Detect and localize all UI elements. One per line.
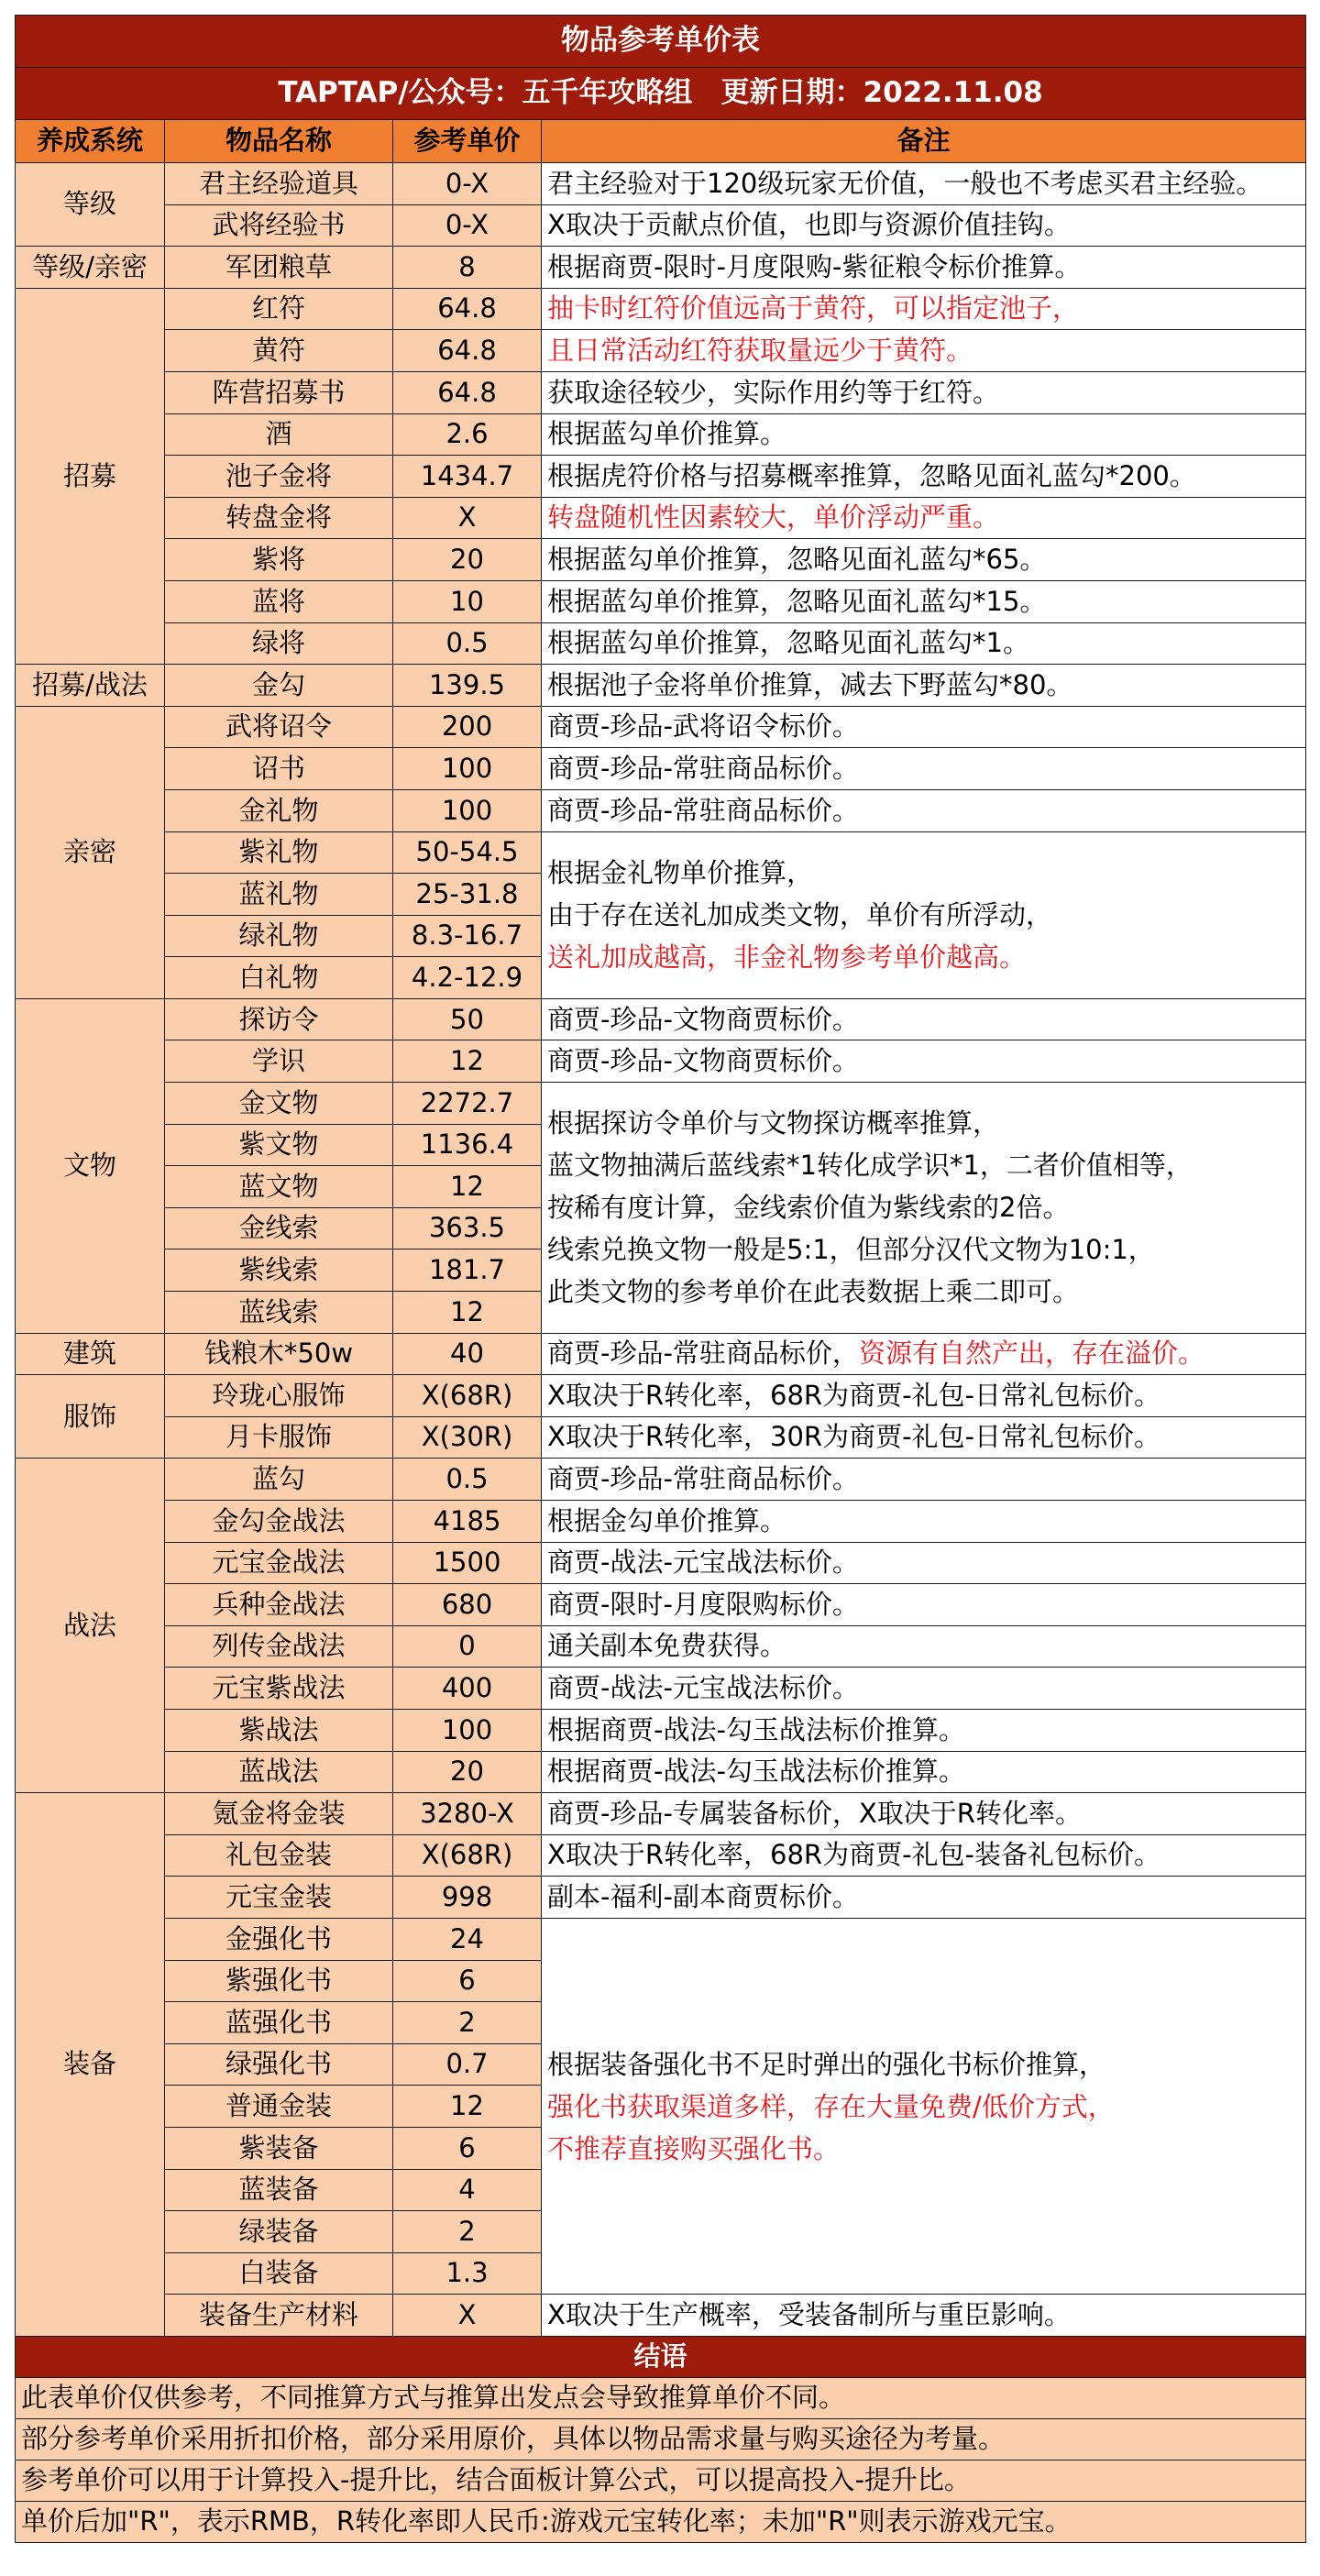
- table-row: [16, 1709, 1306, 1751]
- table-row: [16, 456, 1306, 498]
- conclusion-line: 部分参考单价采用折扣价格，部分采用原价，具体以物品需求量与购买途径为考量。: [16, 2418, 1306, 2460]
- note-text: 根据商贾-战法-勾玉战法标价推算。: [547, 1713, 965, 1745]
- item-name: 玲珑心服饰: [165, 1375, 393, 1417]
- note-cell: [542, 288, 1306, 330]
- table-row: [16, 706, 1306, 748]
- item-name: 元宝金装: [165, 1877, 393, 1919]
- unit-price: 400: [393, 1668, 542, 1710]
- item-name: 武将诏令: [165, 706, 393, 748]
- table-row: [16, 1333, 1306, 1375]
- table-row: [16, 2295, 1306, 2337]
- unit-price: 1434.7: [393, 456, 542, 498]
- table-row: [16, 1918, 1306, 1960]
- note-cell: [542, 163, 1306, 205]
- item-name: 蓝装备: [165, 2169, 393, 2211]
- system-cell: 招募/战法: [16, 665, 165, 707]
- item-name: 红符: [165, 288, 393, 330]
- unit-price: 6: [393, 1960, 542, 2002]
- table-row: [16, 1375, 1306, 1417]
- item-name: 阵营招募书: [165, 371, 393, 413]
- system-cell: 装备: [16, 1793, 165, 2337]
- item-name: 金强化书: [165, 1918, 393, 1960]
- table-row: [16, 622, 1306, 665]
- item-name: 池子金将: [165, 456, 393, 498]
- system-cell: 等级/亲密: [16, 247, 165, 289]
- table-row: [16, 1584, 1306, 1626]
- unit-price: 8: [393, 247, 542, 289]
- item-name: 装备生产材料: [165, 2295, 393, 2337]
- unit-price: 680: [393, 1584, 542, 1626]
- table-row: [16, 163, 1306, 205]
- table-row: [16, 204, 1306, 247]
- item-name: 金线索: [165, 1207, 393, 1249]
- item-name: 紫文物: [165, 1124, 393, 1166]
- note-cell: [542, 247, 1306, 289]
- item-name: 黄符: [165, 330, 393, 372]
- unit-price: 64.8: [393, 371, 542, 413]
- item-name: 列传金战法: [165, 1625, 393, 1668]
- conclusion-line: 此表单价仅供参考，不同推算方式与推算出发点会导致推算单价不同。: [16, 2377, 1306, 2418]
- unit-price: 2: [393, 2002, 542, 2044]
- price-table: [15, 15, 1306, 2543]
- table-row: [16, 1501, 1306, 1543]
- unit-price: 10: [393, 580, 542, 622]
- unit-price: X: [393, 2295, 542, 2337]
- item-name: 紫将: [165, 539, 393, 581]
- item-name: 武将经验书: [165, 204, 393, 247]
- note-text: X取决于生产概率，受装备制所与重臣影响。: [547, 2298, 1071, 2330]
- note-cell: [542, 1501, 1306, 1543]
- unit-price: 12: [393, 1166, 542, 1208]
- note-text: 商贾-战法-元宝战法标价。: [547, 1672, 859, 1703]
- note-cell: [542, 1834, 1306, 1877]
- item-name: 诏书: [165, 748, 393, 790]
- note-text: 抽卡时红符价值远高于黄符，可以指定池子，: [547, 292, 1080, 325]
- item-name: 绿礼物: [165, 915, 393, 957]
- note-cell: [542, 1542, 1306, 1584]
- note-text: X取决于R转化率，68R为商贾-礼包-装备礼包标价。: [547, 1839, 1160, 1871]
- price-reference-sheet: [15, 15, 1305, 2543]
- unit-price: 50: [393, 998, 542, 1040]
- unit-price: 40: [393, 1333, 542, 1375]
- note-text: 君主经验对于120级玩家无价值，一般也不考虑买君主经验。: [547, 167, 1263, 199]
- item-name: 普通金装: [165, 2086, 393, 2128]
- note-text: 商贾-珍品-武将诏令标价。: [547, 710, 859, 743]
- item-name: 元宝紫战法: [165, 1668, 393, 1710]
- table-row: [16, 1751, 1306, 1793]
- unit-price: 8.3-16.7: [393, 915, 542, 957]
- unit-price: 200: [393, 706, 542, 748]
- note-text: 根据蓝勾单价推算，忽略见面礼蓝勾*65。: [547, 543, 1047, 575]
- item-name: 礼包金装: [165, 1834, 393, 1877]
- unit-price: 0-X: [393, 163, 542, 205]
- item-name: 蓝文物: [165, 1166, 393, 1208]
- unit-price: 0-X: [393, 204, 542, 247]
- note-cell: [542, 371, 1306, 413]
- unit-price: 3280-X: [393, 1793, 542, 1835]
- note-cell: [542, 1333, 1306, 1375]
- unit-price: 100: [393, 1709, 542, 1751]
- item-name: 君主经验道具: [165, 163, 393, 205]
- note-cell: [542, 330, 1306, 372]
- note-text: 且日常活动红符获取量远少于黄符。: [547, 335, 974, 366]
- unit-price: 4.2-12.9: [393, 957, 542, 999]
- item-name: 酒: [165, 413, 393, 456]
- note-line: 根据探访令单价与文物探访概率推算，: [547, 1107, 1000, 1139]
- item-name: 钱粮木*50w: [165, 1333, 393, 1375]
- note-cell: [542, 789, 1306, 831]
- unit-price: 0.5: [393, 1459, 542, 1501]
- note-text-highlight: 资源有自然产出，存在溢价。: [858, 1338, 1204, 1370]
- note-line-highlight: 送礼加成越高，非金礼物参考单价越高。: [547, 941, 1027, 974]
- col-header-note: 备注: [542, 120, 1306, 163]
- conclusion-heading: 结语: [16, 2336, 1306, 2377]
- unit-price: X(68R): [393, 1375, 542, 1417]
- table-row: [16, 1834, 1306, 1877]
- table-row: [16, 665, 1306, 707]
- note-cell: [542, 1709, 1306, 1751]
- unit-price: 4: [393, 2169, 542, 2211]
- item-name: 学识: [165, 1040, 393, 1083]
- note-text: 根据蓝勾单价推算，忽略见面礼蓝勾*15。: [547, 585, 1047, 617]
- conclusion-line: 单价后加"R"，表示RMB，R转化率即人民币:游戏元宝转化率；未加"R"则表示游戏元宝。: [16, 2501, 1306, 2542]
- unit-price: 20: [393, 539, 542, 581]
- note-text: 商贾-珍品-专属装备标价，X取决于R转化率。: [547, 1797, 1082, 1829]
- table-row: [16, 1542, 1306, 1584]
- system-cell: 文物: [16, 998, 165, 1333]
- item-name: 绿强化书: [165, 2043, 393, 2086]
- note-cell: [542, 665, 1306, 707]
- note-text: 商贾-珍品-常驻商品标价。: [547, 752, 859, 784]
- item-name: 兵种金战法: [165, 1584, 393, 1626]
- item-name: 元宝金战法: [165, 1542, 393, 1584]
- table-row: [16, 1083, 1306, 1125]
- system-cell: 亲密: [16, 706, 165, 998]
- note-cell: [542, 1625, 1306, 1668]
- merged-note: [542, 1918, 1306, 2294]
- note-line-highlight: 强化书获取渠道多样，存在大量免费/低价方式，: [547, 2090, 1115, 2122]
- note-cell: [542, 622, 1306, 665]
- table-row: [16, 580, 1306, 622]
- table-row: [16, 998, 1306, 1040]
- unit-price: X(30R): [393, 1416, 542, 1459]
- note-text: 商贾-珍品-常驻商品标价。: [547, 794, 859, 826]
- unit-price: 363.5: [393, 1207, 542, 1249]
- unit-price: 0.7: [393, 2043, 542, 2086]
- system-cell: 战法: [16, 1459, 165, 1793]
- note-cell: [542, 497, 1306, 539]
- note-text: X取决于R转化率，30R为商贾-礼包-日常礼包标价。: [547, 1421, 1160, 1453]
- unit-price: 100: [393, 789, 542, 831]
- table-body: [16, 163, 1306, 2337]
- note-cell: [542, 1459, 1306, 1501]
- note-line: 由于存在送礼加成类文物，单价有所浮动，: [547, 899, 1053, 931]
- table-row: [16, 748, 1306, 790]
- note-text: 获取途径较少，实际作用约等于红符。: [547, 376, 1000, 408]
- item-name: 金文物: [165, 1083, 393, 1125]
- item-name: 绿装备: [165, 2211, 393, 2253]
- note-cell: [542, 1668, 1306, 1710]
- unit-price: 2.6: [393, 413, 542, 456]
- note-cell: [542, 539, 1306, 581]
- table-row: [16, 330, 1306, 372]
- sheet-subtitle: TAPTAP/公众号：五千年攻略组 更新日期：2022.11.08: [16, 68, 1306, 120]
- note-text: 商贾-珍品-文物商贾标价。: [547, 1003, 859, 1035]
- unit-price: 2: [393, 2211, 542, 2253]
- table-row: [16, 1040, 1306, 1083]
- note-cell: [542, 1877, 1306, 1919]
- item-name: 氪金将金装: [165, 1793, 393, 1835]
- table-row: [16, 1625, 1306, 1668]
- item-name: 白装备: [165, 2252, 393, 2295]
- unit-price: 0: [393, 1625, 542, 1668]
- item-name: 蓝将: [165, 580, 393, 622]
- system-cell: 建筑: [16, 1333, 165, 1375]
- unit-price: 100: [393, 748, 542, 790]
- note-text: 根据蓝勾单价推算，忽略见面礼蓝勾*1。: [547, 627, 1029, 659]
- table-row: [16, 497, 1306, 539]
- note-cell: [542, 998, 1306, 1040]
- table-row: [16, 1668, 1306, 1710]
- unit-price: 1.3: [393, 2252, 542, 2295]
- item-name: 蓝线索: [165, 1292, 393, 1334]
- unit-price: 64.8: [393, 288, 542, 330]
- note-cell: [542, 706, 1306, 748]
- table-row: [16, 1793, 1306, 1835]
- unit-price: 998: [393, 1877, 542, 1919]
- col-header-item: 物品名称: [165, 120, 393, 163]
- note-text: 商贾-珍品-文物商贾标价。: [547, 1045, 859, 1077]
- unit-price: 50-54.5: [393, 831, 542, 874]
- table-row: [16, 789, 1306, 831]
- item-name: 蓝强化书: [165, 2002, 393, 2044]
- note-cell: [542, 204, 1306, 247]
- unit-price: 0.5: [393, 622, 542, 665]
- item-name: 紫战法: [165, 1709, 393, 1751]
- col-header-system: 养成系统: [16, 120, 165, 163]
- note-cell: [542, 748, 1306, 790]
- note-line: 此类文物的参考单价在此表数据上乘二即可。: [547, 1276, 1080, 1308]
- note-cell: [542, 2295, 1306, 2337]
- note-text: 商贾-珍品-常驻商品标价，: [547, 1338, 859, 1370]
- note-cell: [542, 456, 1306, 498]
- note-line: 根据金礼物单价推算，: [547, 857, 814, 889]
- unit-price: 12: [393, 2086, 542, 2128]
- unit-price: 20: [393, 1751, 542, 1793]
- item-name: 金勾金战法: [165, 1501, 393, 1543]
- note-cell: [542, 1375, 1306, 1417]
- sheet-title: 物品参考单价表: [16, 16, 1306, 68]
- table-row: [16, 1459, 1306, 1501]
- unit-price: 181.7: [393, 1249, 542, 1292]
- note-line-highlight: 不推荐直接购买强化书。: [547, 2132, 841, 2164]
- unit-price: 25-31.8: [393, 874, 542, 916]
- unit-price: X: [393, 497, 542, 539]
- note-line: 按稀有度计算，金线索价值为紫线索的2倍。: [547, 1192, 1070, 1224]
- note-line: 线索兑换文物一般是5:1，但部分汉代文物为10:1，: [547, 1234, 1155, 1266]
- note-text: 根据商贾-限时-月度限购-紫征粮令标价推算。: [547, 250, 1082, 282]
- unit-price: X(68R): [393, 1834, 542, 1877]
- conclusion-line: 参考单价可以用于计算投入-提升比，结合面板计算公式，可以提高投入-提升比。: [16, 2460, 1306, 2501]
- unit-price: 1500: [393, 1542, 542, 1584]
- note-text: 商贾-战法-元宝战法标价。: [547, 1547, 859, 1579]
- item-name: 蓝勾: [165, 1459, 393, 1501]
- note-text: 根据池子金将单价推算，减去下野蓝勾*80。: [547, 668, 1073, 700]
- note-text: 副本-福利-副本商贾标价。: [547, 1880, 859, 1912]
- note-text: 商贾-限时-月度限购标价。: [547, 1588, 859, 1620]
- merged-note: [542, 831, 1306, 998]
- note-cell: [542, 1751, 1306, 1793]
- system-cell: 服饰: [16, 1375, 165, 1459]
- item-name: 绿将: [165, 622, 393, 665]
- table-row: [16, 247, 1306, 289]
- unit-price: 12: [393, 1040, 542, 1083]
- merged-note: [542, 1083, 1306, 1334]
- item-name: 紫线索: [165, 1249, 393, 1292]
- note-cell: [542, 1416, 1306, 1459]
- note-text: 通关副本免费获得。: [547, 1630, 787, 1662]
- item-name: 蓝礼物: [165, 874, 393, 916]
- unit-price: 2272.7: [393, 1083, 542, 1125]
- system-cell: 招募: [16, 288, 165, 664]
- table-row: [16, 539, 1306, 581]
- item-name: 月卡服饰: [165, 1416, 393, 1459]
- note-cell: [542, 1793, 1306, 1835]
- note-text: 根据金勾单价推算。: [547, 1504, 787, 1536]
- system-cell: 等级: [16, 163, 165, 247]
- note-cell: [542, 413, 1306, 456]
- item-name: 转盘金将: [165, 497, 393, 539]
- unit-price: 6: [393, 2127, 542, 2169]
- note-text: 根据虎符价格与招募概率推算，忽略见面礼蓝勾*200。: [547, 459, 1196, 491]
- note-line: 蓝文物抽满后蓝线索*1转化成学识*1，二者价值相等，: [547, 1150, 1193, 1182]
- item-name: 军团粮草: [165, 247, 393, 289]
- note-text: 根据商贾-战法-勾玉战法标价推算。: [547, 1756, 965, 1788]
- unit-price: 4185: [393, 1501, 542, 1543]
- unit-price: 12: [393, 1292, 542, 1334]
- item-name: 白礼物: [165, 957, 393, 999]
- note-cell: [542, 1584, 1306, 1626]
- item-name: 蓝战法: [165, 1751, 393, 1793]
- note-text: 商贾-珍品-常驻商品标价。: [547, 1463, 859, 1495]
- table-row: [16, 1416, 1306, 1459]
- item-name: 金礼物: [165, 789, 393, 831]
- unit-price: 24: [393, 1918, 542, 1960]
- table-row: [16, 831, 1306, 874]
- unit-price: 139.5: [393, 665, 542, 707]
- item-name: 紫装备: [165, 2127, 393, 2169]
- note-text: X取决于R转化率，68R为商贾-礼包-日常礼包标价。: [547, 1379, 1160, 1411]
- item-name: 紫礼物: [165, 831, 393, 874]
- unit-price: 1136.4: [393, 1124, 542, 1166]
- item-name: 金勾: [165, 665, 393, 707]
- note-line: 根据装备强化书不足时弹出的强化书标价推算，: [547, 2048, 1106, 2080]
- col-header-price: 参考单价: [393, 120, 542, 163]
- note-cell: [542, 580, 1306, 622]
- table-row: [16, 413, 1306, 456]
- note-text: X取决于贡献点价值，也即与资源价值挂钩。: [547, 209, 1071, 241]
- table-row: [16, 288, 1306, 330]
- item-name: 探访令: [165, 998, 393, 1040]
- note-cell: [542, 1040, 1306, 1083]
- item-name: 紫强化书: [165, 1960, 393, 2002]
- table-row: [16, 371, 1306, 413]
- note-text: 根据蓝勾单价推算。: [547, 418, 787, 450]
- note-text: 转盘随机性因素较大，单价浮动严重。: [547, 501, 1000, 534]
- unit-price: 64.8: [393, 330, 542, 372]
- table-row: [16, 1877, 1306, 1919]
